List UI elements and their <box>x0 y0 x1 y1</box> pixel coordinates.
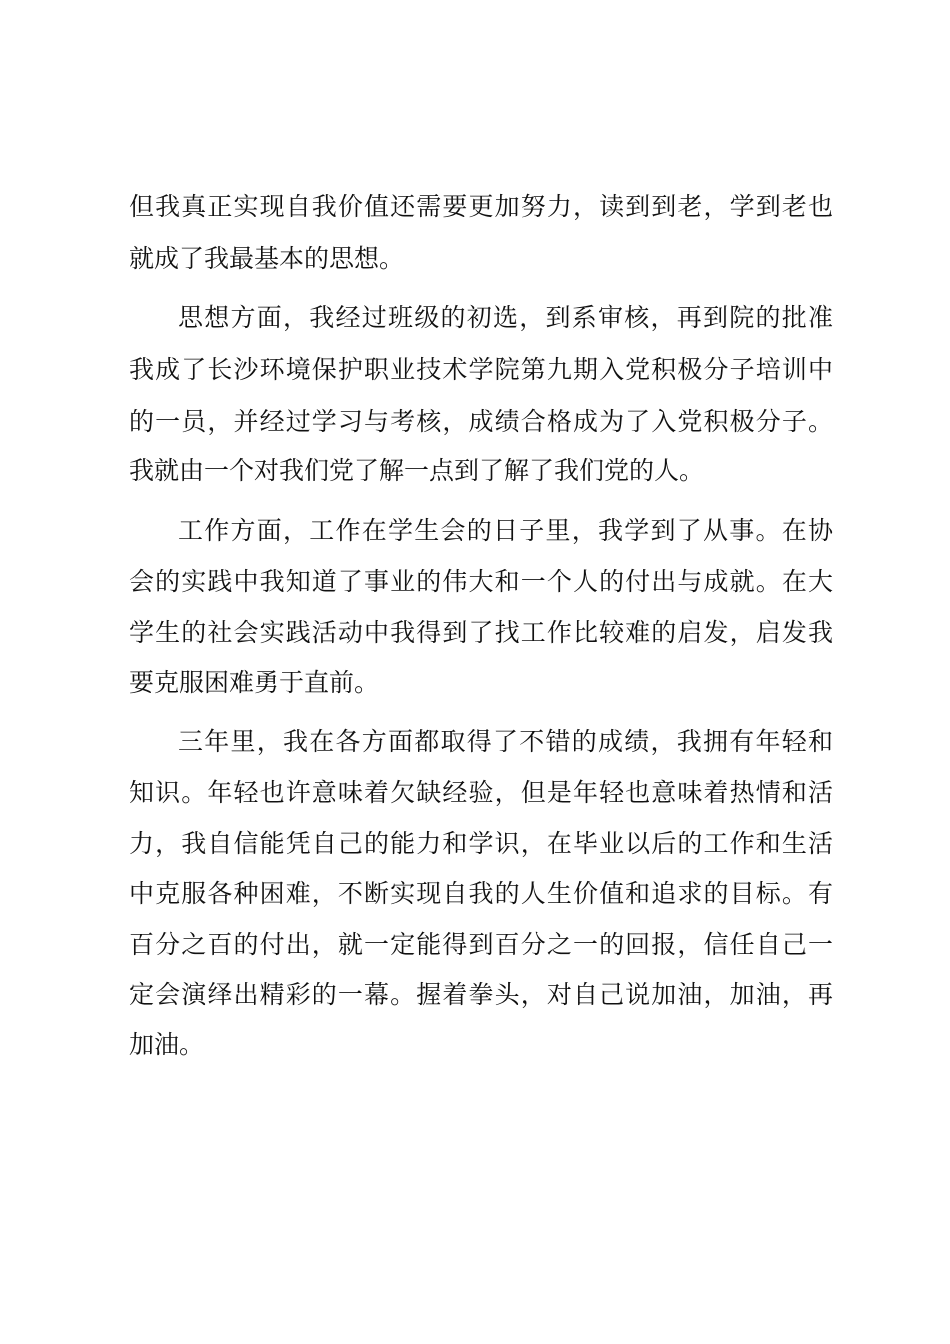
paragraph-4-line-2: 知识。年轻也许意味着欠缺经验，但是年轻也意味着热情和活 <box>129 778 833 807</box>
paragraph-4-line-3: 力，我自信能凭自己的能力和学识，在毕业以后的工作和生活 <box>129 829 833 858</box>
paragraph-1-line-2: 就成了我最基本的思想。 <box>129 244 405 273</box>
paragraph-4-line-1: 三年里，我在各方面都取得了不错的成绩，我拥有年轻和 <box>178 727 833 756</box>
paragraph-4-line-4: 中克服各种困难，不断实现自我的人生价值和追求的目标。有 <box>129 879 833 908</box>
paragraph-3-line-1: 工作方面，工作在学生会的日子里，我学到了从事。在协 <box>178 516 833 545</box>
paragraph-3-line-2: 会的实践中我知道了事业的伟大和一个人的付出与成就。在大 <box>129 567 833 596</box>
paragraph-2-line-2: 我成了长沙环境保护职业技术学院第九期入党积极分子培训中 <box>129 355 833 384</box>
paragraph-1-line-1: 但我真正实现自我价值还需要更加努力，读到到老，学到老也 <box>129 192 833 221</box>
paragraph-3-line-4: 要克服困难勇于直前。 <box>129 668 380 697</box>
paragraph-4-line-6: 定会演绎出精彩的一幕。握着拳头，对自己说加油，加油，再 <box>129 980 833 1009</box>
paragraph-4-line-7: 加油。 <box>129 1030 205 1059</box>
paragraph-4-line-5: 百分之百的付出，就一定能得到百分之一的回报，信任自己一 <box>129 930 833 959</box>
paragraph-2-line-4: 我就由一个对我们党了解一点到了解了我们党的人。 <box>129 456 705 485</box>
paragraph-2-line-3: 的一员，并经过学习与考核，成绩合格成为了入党积极分子。 <box>129 407 833 436</box>
paragraph-2-line-1: 思想方面，我经过班级的初选，到系审核，再到院的批准 <box>178 303 833 332</box>
paragraph-3-line-3: 学生的社会实践活动中我得到了找工作比较难的启发，启发我 <box>129 618 833 647</box>
